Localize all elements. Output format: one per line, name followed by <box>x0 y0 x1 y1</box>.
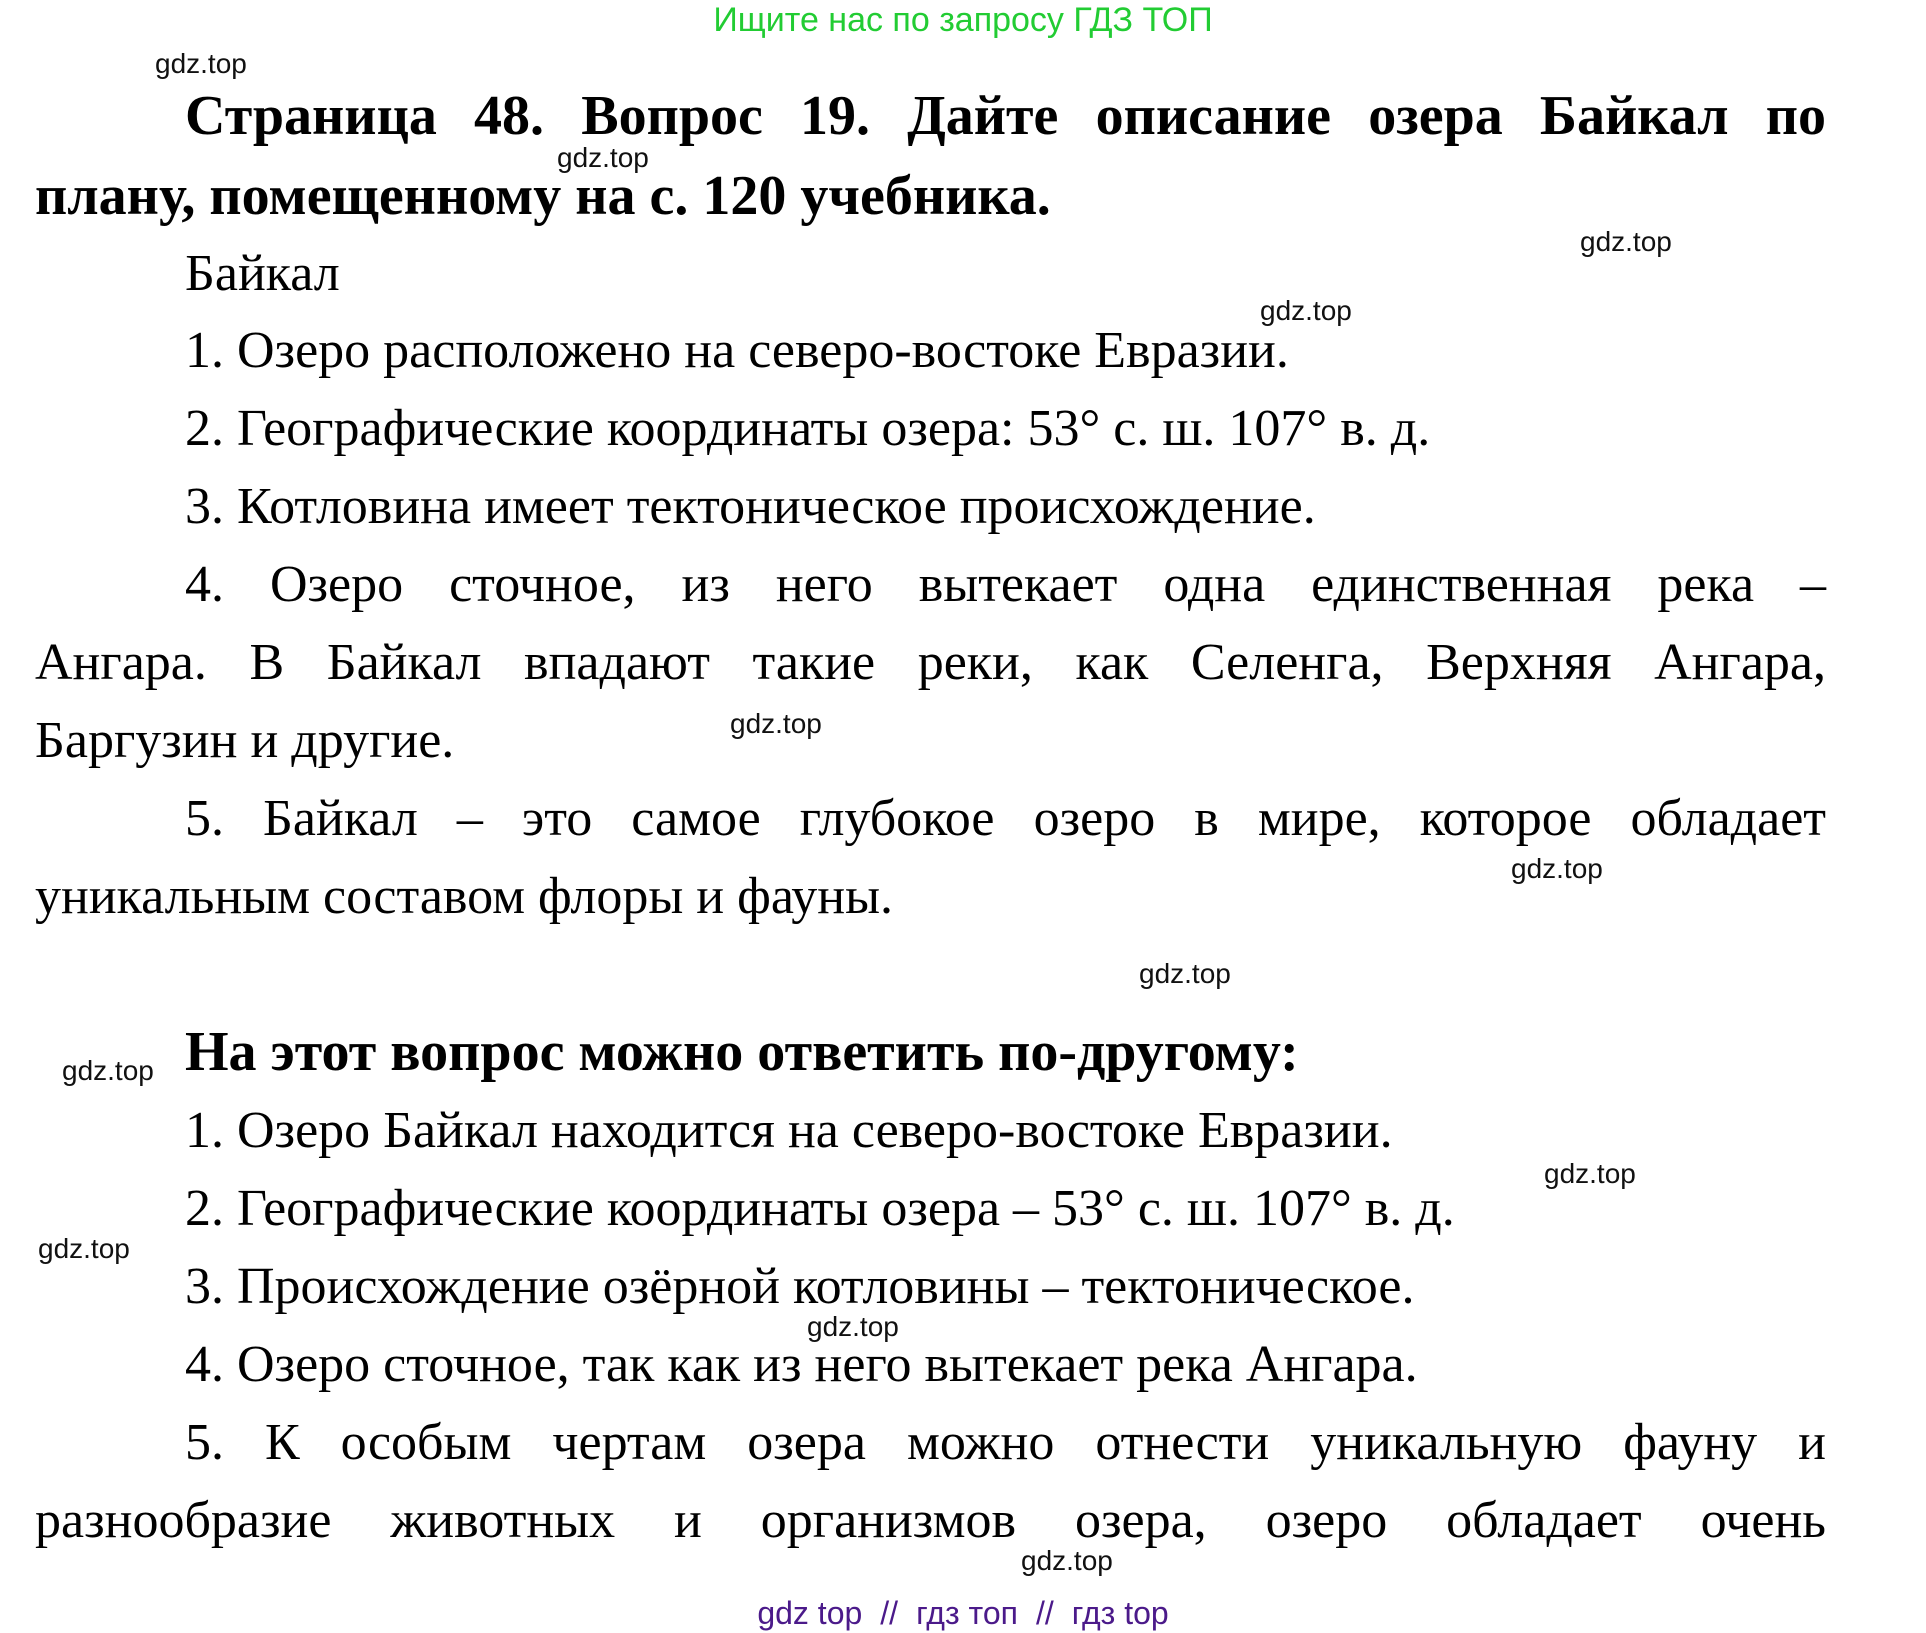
question-heading-line1: Страница 48. Вопрос 19. Дайте описание озера Байкал по <box>185 85 1826 147</box>
watermark: gdz.top <box>807 1311 899 1342</box>
watermark: gdz.top <box>155 48 247 79</box>
search-banner: Ищите нас по запросу ГДЗ ТОП <box>713 1 1213 39</box>
alt-item-5-line2: разнообразие животных и организмов озера, озеро обладает очень <box>35 1492 1826 1549</box>
footer-link-gdz-top-mixed[interactable]: гдз top <box>1071 1595 1169 1631</box>
watermark: gdz.top <box>1544 1158 1636 1189</box>
footer-link-gdz-top[interactable]: gdz top <box>757 1595 863 1631</box>
watermark: gdz.top <box>730 708 822 739</box>
alt-item-1: 1. Озеро Байкал находится на северо-востоке Евразии. <box>185 1102 1393 1159</box>
separator: // <box>880 1595 899 1631</box>
question-heading-line2: плану, помещенному на с. 120 учебника. <box>35 165 1051 227</box>
alternative-answer-title: На этот вопрос можно ответить по-другому: <box>185 1021 1299 1083</box>
watermark: gdz.top <box>62 1055 154 1086</box>
watermark: gdz.top <box>1260 295 1352 326</box>
alt-item-3: 3. Происхождение озёрной котловины – тектоническое. <box>185 1258 1415 1315</box>
watermark: gdz.top <box>1021 1545 1113 1576</box>
answer-item-3: 3. Котловина имеет тектоническое происхождение. <box>185 478 1316 535</box>
watermark: gdz.top <box>1139 958 1231 989</box>
answer-item-5-line2: уникальным составом флоры и фауны. <box>35 868 894 925</box>
alt-item-5-line1: 5. К особым чертам озера можно отнести уникальную фауну и <box>185 1414 1826 1471</box>
answer-item-5-line1: 5. Байкал – это самое глубокое озеро в мире, которое обладает <box>185 790 1826 847</box>
footer-links <box>0 1593 1926 1633</box>
answer-item-2: 2. Географические координаты озера: 53° с. ш. 107° в. д. <box>185 400 1431 457</box>
watermark: gdz.top <box>557 142 649 173</box>
alt-item-4: 4. Озеро сточное, так как из него вытекает река Ангара. <box>185 1336 1418 1393</box>
watermark: gdz.top <box>1511 853 1603 884</box>
answer-item-4-line1: 4. Озеро сточное, из него вытекает одна единственная река – <box>185 556 1826 613</box>
answer-item-1: 1. Озеро расположено на северо-востоке Евразии. <box>185 322 1289 379</box>
watermark: gdz.top <box>1580 226 1672 257</box>
alt-item-2: 2. Географические координаты озера – 53° с. ш. 107° в. д. <box>185 1180 1455 1237</box>
answer-item-4-line3: Баргузин и другие. <box>35 712 455 769</box>
separator: // <box>1035 1595 1054 1631</box>
answer-item-4-line2: Ангара. В Байкал впадают такие реки, как Селенга, Верхняя Ангара, <box>35 634 1826 691</box>
footer-link-gdz-top-ru[interactable]: гдз топ <box>916 1595 1018 1631</box>
watermark: gdz.top <box>38 1233 130 1264</box>
answer-title: Байкал <box>185 245 340 302</box>
